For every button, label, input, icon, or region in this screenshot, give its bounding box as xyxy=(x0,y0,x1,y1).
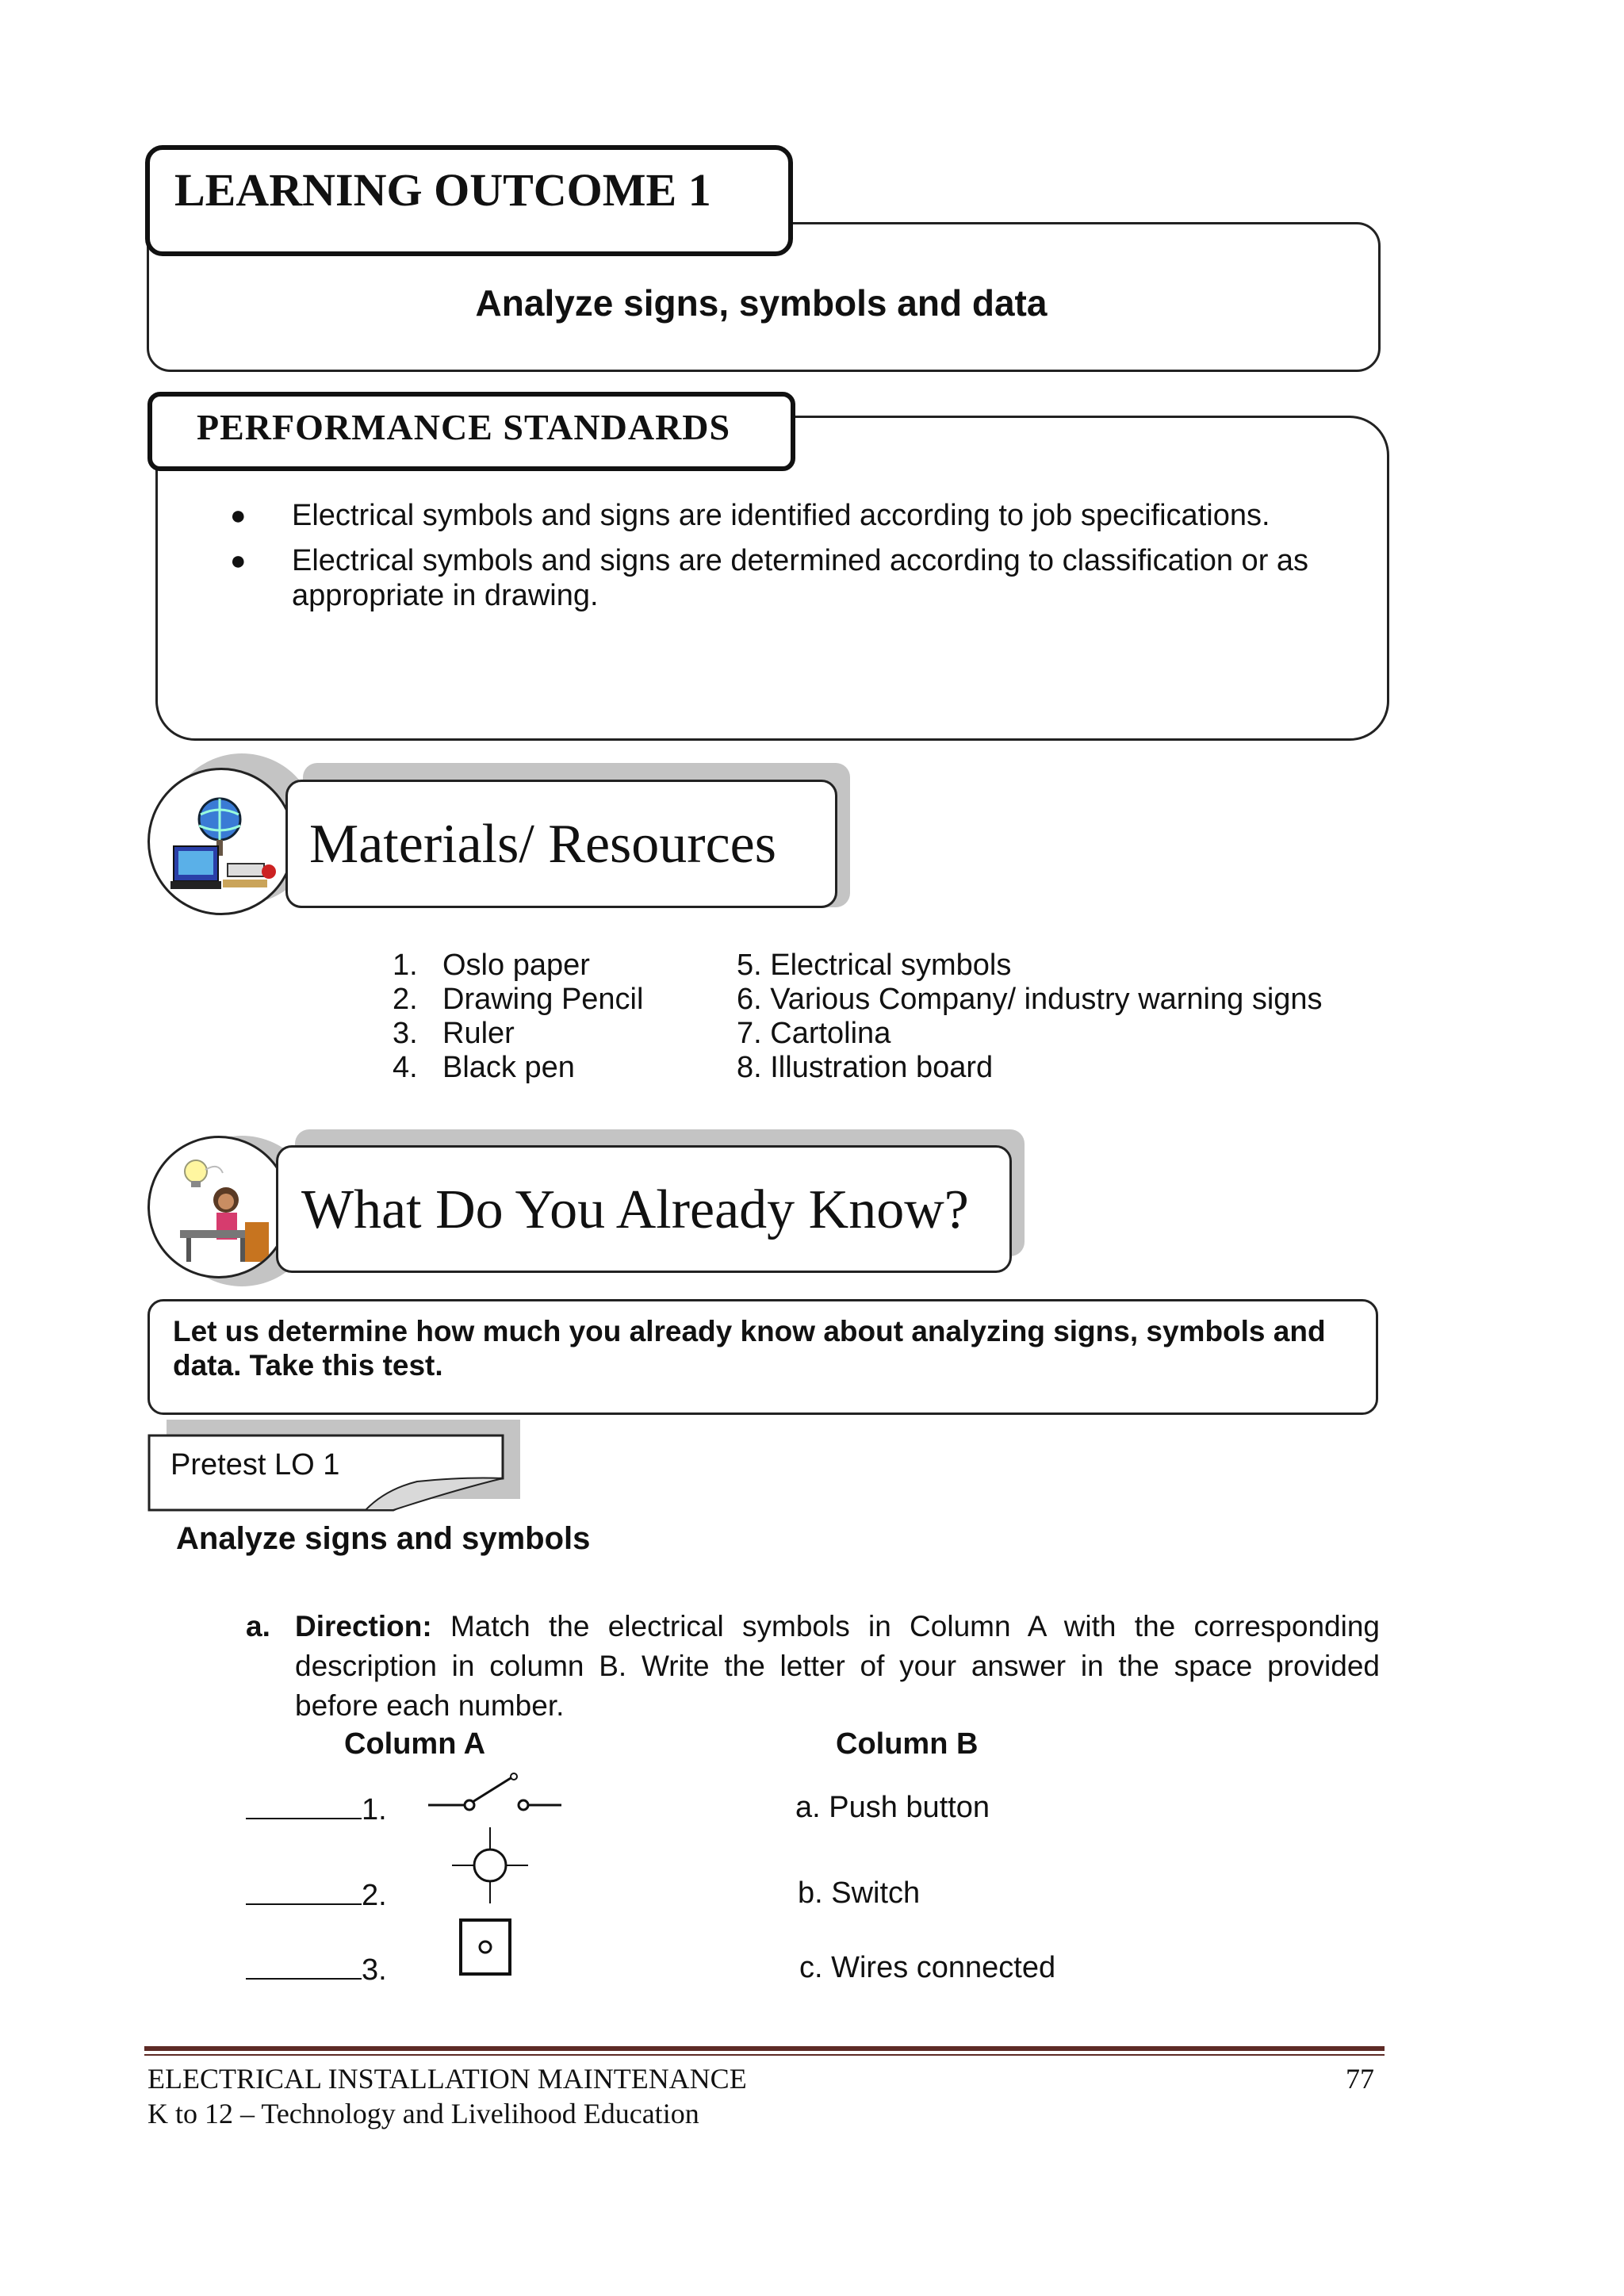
student-lightbulb-icon xyxy=(147,1136,290,1278)
item-text: Drawing Pencil xyxy=(442,983,644,1016)
list-item: 7. Cartolina xyxy=(737,1017,891,1050)
item-text: Oslo paper xyxy=(442,949,590,982)
list-item xyxy=(393,1051,643,1085)
direction-text: Match the electrical symbols in Column A with the corresponding description in column B. Write the letter of your answer in the space provided before each number. xyxy=(295,1610,1380,1722)
performance-standards-list xyxy=(230,498,1356,623)
switch-symbol-icon xyxy=(425,1769,565,1816)
item-number: 2. xyxy=(393,983,418,1016)
column-a-header: Column A xyxy=(344,1727,486,1761)
direction-bold: Direction: xyxy=(295,1610,432,1642)
column-b-header: Column B xyxy=(836,1727,979,1761)
question-row xyxy=(246,1951,387,1987)
footer-program: K to 12 – Technology and Livelihood Education xyxy=(147,2098,699,2129)
answer-blank[interactable] xyxy=(246,1951,362,1980)
junction-symbol-icon xyxy=(449,1824,531,1907)
item-number: 3. xyxy=(393,1017,418,1050)
item-number: 1. xyxy=(393,949,418,982)
push-button-symbol-icon xyxy=(458,1918,514,1976)
footer-rule xyxy=(144,2046,1385,2051)
list-item xyxy=(230,498,1356,533)
question-number: 2. xyxy=(362,1879,387,1912)
learning-outcome-subtitle: Analyze signs, symbols and data xyxy=(475,282,1048,324)
answer-option: a. Push button xyxy=(795,1791,990,1824)
know-title: What Do You Already Know? xyxy=(301,1179,969,1240)
answer-blank[interactable] xyxy=(246,1876,362,1905)
item-text: Black pen xyxy=(442,1051,575,1084)
item-number: 4. xyxy=(393,1051,418,1084)
question-number: 1. xyxy=(362,1793,387,1826)
question-row xyxy=(246,1876,387,1913)
direction-paragraph xyxy=(246,1607,1380,1726)
answer-option: b. Switch xyxy=(798,1876,921,1910)
standard-text: Electrical symbols and signs are determined according to classification or as appropriate in drawing. xyxy=(292,544,1309,612)
intro-text: Let us determine how much you already know about analyzing signs, symbols and data. Take this test. xyxy=(173,1315,1326,1382)
bullet-icon: ● xyxy=(230,500,247,531)
standard-text: Electrical symbols and signs are identified according to job specifications. xyxy=(292,499,1270,532)
bullet-icon: ● xyxy=(230,546,247,576)
list-item xyxy=(393,983,643,1017)
page-number: 77 xyxy=(1346,2063,1374,2095)
list-item xyxy=(230,543,1356,613)
list-item: 6. Various Company/ industry warning signs xyxy=(737,983,1323,1016)
direction-label: a. xyxy=(246,1610,270,1642)
footer-rule-thin xyxy=(144,2054,1385,2056)
question-number: 3. xyxy=(362,1953,387,1987)
performance-standards-title: PERFORMANCE STANDARDS xyxy=(197,407,731,447)
list-item xyxy=(393,1017,643,1051)
list-item xyxy=(393,949,643,983)
list-item: 8. Illustration board xyxy=(737,1051,994,1084)
globe-computer-icon xyxy=(147,768,295,915)
pretest-label: Pretest LO 1 xyxy=(170,1448,340,1481)
materials-list-right xyxy=(737,949,1323,1085)
footer-course: ELECTRICAL INSTALLATION MAINTENANCE xyxy=(147,2063,747,2095)
section-title: Analyze signs and symbols xyxy=(176,1521,591,1556)
question-row xyxy=(246,1791,387,1827)
materials-list-left xyxy=(393,949,643,1085)
learning-outcome-title: LEARNING OUTCOME 1 xyxy=(174,164,711,216)
materials-title: Materials/ Resources xyxy=(309,814,776,875)
item-text: Ruler xyxy=(442,1017,515,1050)
list-item: 5. Electrical symbols xyxy=(737,949,1012,982)
answer-blank[interactable] xyxy=(246,1791,362,1819)
answer-option: c. Wires connected xyxy=(799,1951,1056,1984)
